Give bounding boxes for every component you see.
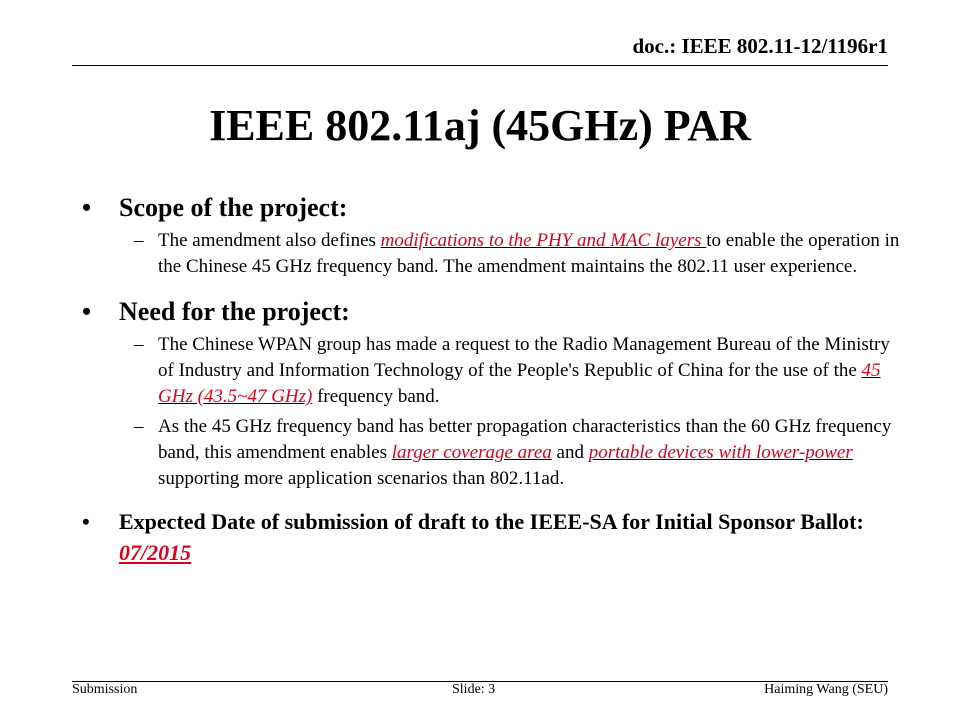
scope-highlight: modifications to the PHY and MAC layers <box>380 230 707 251</box>
dash-icon: – <box>134 230 144 251</box>
need-item-2-text-1: As the 45 GHz frequency band has better propagation characteristics than the 60 GHz frequency band, this amendment enables <box>158 416 892 463</box>
slide-body <box>82 192 902 568</box>
scope-item <box>82 228 902 280</box>
footer-submission: Submission <box>72 682 138 697</box>
bullet-icon: • <box>82 297 92 326</box>
need-heading <box>82 296 902 328</box>
expected-date-text: Expected Date of submission of draft to the IEEE-SA for Initial Sponsor Ballot: <box>119 509 864 534</box>
need-item-2 <box>82 414 902 492</box>
need-item-2-text-2: and <box>551 442 589 463</box>
scope-heading <box>82 192 902 224</box>
need-item-1-highlight: 45 GHz (43.5~47 GHz) <box>158 360 881 407</box>
need-item-1-text-1: The Chinese WPAN group has made a request to the Radio Management Bureau of the Ministry of Industry and Information Technology of the People's Republic of China for the use of the <box>158 334 890 381</box>
need-item-2-text-3: supporting more application scenarios than 802.11ad. <box>158 468 565 489</box>
header-divider <box>72 65 888 66</box>
expected-date-item <box>82 506 902 568</box>
scope-heading-text: Scope of the project: <box>119 193 348 222</box>
dash-icon: – <box>134 334 144 355</box>
slide-title: IEEE 802.11aj (45GHz) PAR <box>209 101 751 150</box>
need-heading-text: Need for the project: <box>119 297 350 326</box>
document-id: doc.: IEEE 802.11-12/1196r1 <box>632 34 888 58</box>
dash-icon: – <box>134 416 144 437</box>
bullet-icon: • <box>82 193 92 222</box>
footer-slide-number: Slide: 3 <box>452 682 496 697</box>
scope-text-1: The amendment also defines <box>158 230 381 251</box>
expected-date-value: 07/2015 <box>119 540 192 565</box>
scope-text-2: to enable the operation in the Chinese 45 GHz frequency band. The amendment maintains the 802.11 user experience. <box>158 230 900 277</box>
need-item-1-text-2: frequency band. <box>312 386 440 407</box>
footer-author: Haiming Wang (SEU) <box>764 682 888 697</box>
need-item-2-highlight-2: portable devices with lower-power <box>588 442 853 463</box>
need-item-2-highlight-1: larger coverage area <box>391 442 552 463</box>
bullet-icon: • <box>82 509 90 534</box>
need-item-1 <box>82 332 902 410</box>
